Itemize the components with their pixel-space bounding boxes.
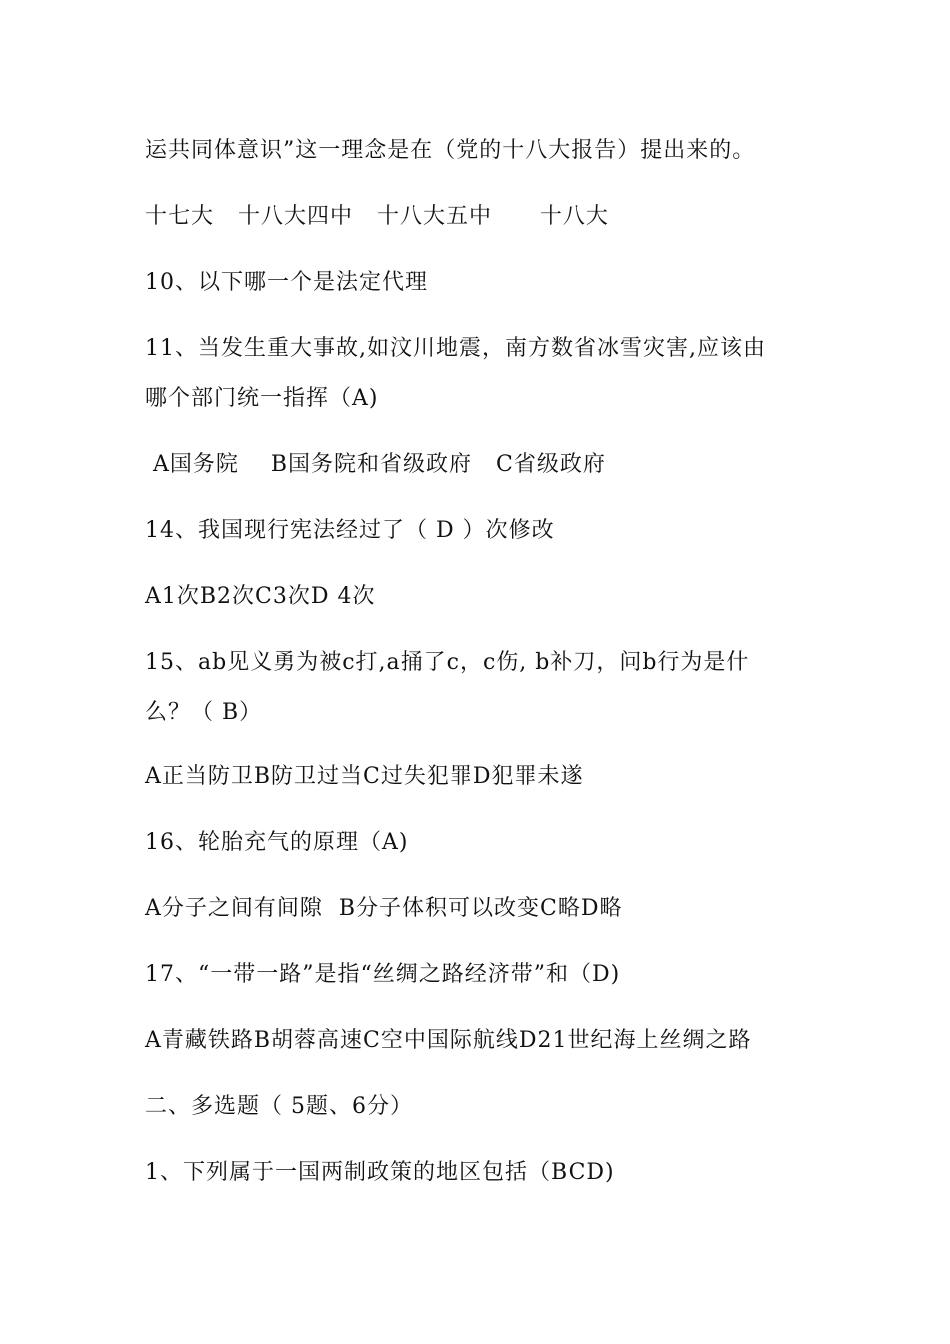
section-heading: 二、多选题（ 5题、6分） xyxy=(145,1094,413,1119)
question-15: 15、ab见义勇为被c打,a捅了c，c伤, b补刀，问b行为是什 xyxy=(145,650,750,675)
text-line: 十七大 十八大四中 十八大五中 十八大 xyxy=(145,204,609,229)
question-14: 14、我国现行宪法经过了（ D ）次修改 xyxy=(145,518,555,543)
question-17: 17、“一带一路”是指“丝绸之路经济带”和（D) xyxy=(145,962,621,987)
question-11: 11、当发生重大事故,如汶川地震，南方数省冰雪灾害,应该由 xyxy=(145,336,766,361)
question-10: 10、以下哪一个是法定代理 xyxy=(145,270,428,295)
text-line: 运共同体意识”这一理念是在（党的十八大报告）提出来的。 xyxy=(145,138,756,163)
answer-options: A分子之间有间隙 B分子体积可以改变C略D略 xyxy=(145,896,623,921)
question-16: 16、轮胎充气的原理（A) xyxy=(145,830,409,855)
answer-options: A1次B2次C3次D 4次 xyxy=(145,584,376,609)
text-line: 哪个部门统一指挥（A) xyxy=(145,386,379,411)
text-line: 么？（ B） xyxy=(145,700,263,725)
question-1: 1、下列属于一国两制政策的地区包括（BCD) xyxy=(145,1160,615,1185)
answer-options: A青藏铁路B胡蓉高速C空中国际航线D21世纪海上丝绸之路 xyxy=(145,1028,752,1053)
answer-options: A国务院 B国务院和省级政府 C省级政府 xyxy=(145,452,606,477)
answer-options: A正当防卫B防卫过当C过失犯罪D犯罪未遂 xyxy=(145,764,584,789)
